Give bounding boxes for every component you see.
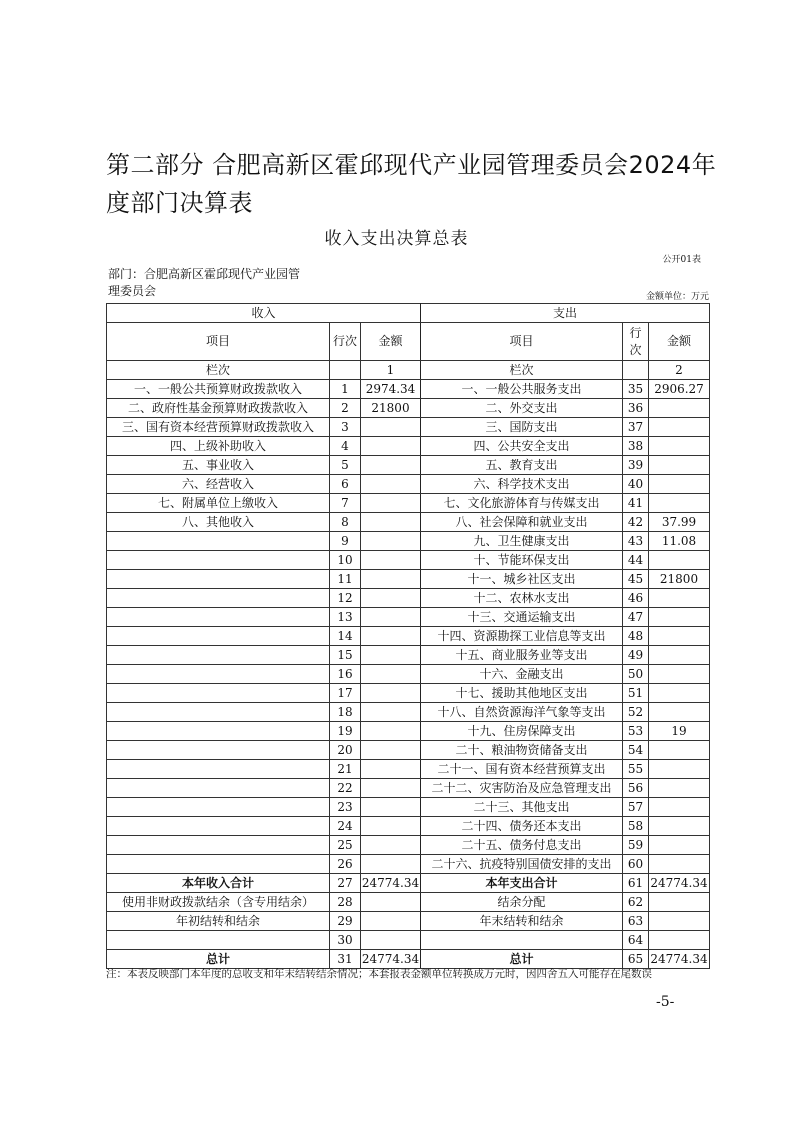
expense-amount [649, 627, 710, 646]
expense-item: 七、文化旅游体育与传媒支出 [421, 494, 623, 513]
form-number: 公开01表 [662, 255, 701, 265]
income-line-no: 17 [330, 684, 361, 703]
expense-item: 十九、住房保障支出 [421, 722, 623, 741]
expense-item: 本年支出合计 [421, 874, 623, 893]
expense-line-no: 37 [623, 418, 649, 437]
income-line-no: 29 [330, 912, 361, 931]
income-line-no: 13 [330, 608, 361, 627]
expense-item: 十一、城乡社区支出 [421, 570, 623, 589]
income-item [107, 589, 330, 608]
income-item: 八、其他收入 [107, 513, 330, 532]
expense-amount: 2906.27 [649, 380, 710, 399]
table-row [107, 779, 710, 798]
expense-line-no: 38 [623, 437, 649, 456]
expense-amount: 21800 [649, 570, 710, 589]
table-row [107, 608, 710, 627]
expense-line-no: 65 [623, 950, 649, 969]
expense-line-no: 60 [623, 855, 649, 874]
expense-item: 四、公共安全支出 [421, 437, 623, 456]
expense-item: 九、卫生健康支出 [421, 532, 623, 551]
expense-line-no: 35 [623, 380, 649, 399]
income-line-no: 19 [330, 722, 361, 741]
income-line-no: 16 [330, 665, 361, 684]
expense-item: 五、教育支出 [421, 456, 623, 475]
expense-amount [649, 703, 710, 722]
expense-line-no: 40 [623, 475, 649, 494]
expense-amount [649, 665, 710, 684]
income-amount [361, 893, 421, 912]
income-item [107, 817, 330, 836]
income-item: 七、附属单位上缴收入 [107, 494, 330, 513]
expense-line-no: 41 [623, 494, 649, 513]
expense-line-header [623, 323, 649, 361]
expense-line-no: 61 [623, 874, 649, 893]
expense-line-no: 44 [623, 551, 649, 570]
income-item [107, 741, 330, 760]
table-row [107, 380, 710, 399]
summary-row [107, 912, 710, 931]
income-amount [361, 456, 421, 475]
income-item [107, 570, 330, 589]
income-col-number: 1 [361, 361, 421, 380]
expense-amount [649, 741, 710, 760]
expense-line-header-text: 行 次 [629, 325, 642, 357]
expense-line-no: 63 [623, 912, 649, 931]
expense-item: 二、外交支出 [421, 399, 623, 418]
expense-line-no: 59 [623, 836, 649, 855]
expense-item: 十五、商业服务业等支出 [421, 646, 623, 665]
income-line-no: 12 [330, 589, 361, 608]
income-line-no: 15 [330, 646, 361, 665]
expense-amount: 24774.34 [649, 874, 710, 893]
table-row [107, 646, 710, 665]
summary-row [107, 874, 710, 893]
expense-line-no: 57 [623, 798, 649, 817]
table-row [107, 570, 710, 589]
summary-row [107, 893, 710, 912]
income-amount [361, 627, 421, 646]
income-line-no: 24 [330, 817, 361, 836]
expense-amount [649, 437, 710, 456]
expense-item: 十、节能环保支出 [421, 551, 623, 570]
income-line-no: 20 [330, 741, 361, 760]
income-amount [361, 779, 421, 798]
table-row [107, 703, 710, 722]
expense-amount-header: 金额 [649, 323, 710, 361]
income-amount [361, 494, 421, 513]
income-amount [361, 684, 421, 703]
expense-amount [649, 836, 710, 855]
expense-amount: 19 [649, 722, 710, 741]
income-item: 三、国有资本经营预算财政拨款收入 [107, 418, 330, 437]
expense-amount [649, 608, 710, 627]
footnote: 注：本表反映部门本年度的总收支和年末结转结余情况；本套报表金额单位转换成万元时，因四舍五入可能存在尾数误 [106, 968, 652, 980]
expense-line-no: 48 [623, 627, 649, 646]
income-line-no: 10 [330, 551, 361, 570]
income-line-no: 31 [330, 950, 361, 969]
income-amount [361, 836, 421, 855]
expense-amount: 11.08 [649, 532, 710, 551]
income-line-no: 7 [330, 494, 361, 513]
expense-item: 二十六、抗疫特别国债安排的支出 [421, 855, 623, 874]
table-row [107, 475, 710, 494]
expense-amount [649, 551, 710, 570]
income-amount [361, 418, 421, 437]
income-item: 六、经营收入 [107, 475, 330, 494]
expense-line-blank [623, 361, 649, 380]
column-header-row [107, 323, 710, 361]
expense-item: 十八、自然资源海洋气象等支出 [421, 703, 623, 722]
income-item [107, 703, 330, 722]
table-row [107, 494, 710, 513]
income-amount [361, 760, 421, 779]
table-row [107, 798, 710, 817]
income-item-header: 项目 [107, 323, 330, 361]
expense-amount [649, 494, 710, 513]
income-item [107, 855, 330, 874]
income-item [107, 684, 330, 703]
income-item: 五、事业收入 [107, 456, 330, 475]
expense-line-no: 56 [623, 779, 649, 798]
table-row [107, 722, 710, 741]
income-line-no: 25 [330, 836, 361, 855]
expense-line-no: 54 [623, 741, 649, 760]
expense-line-no: 45 [623, 570, 649, 589]
expense-item: 结余分配 [421, 893, 623, 912]
income-line-no: 27 [330, 874, 361, 893]
table-row [107, 741, 710, 760]
department-line-1: 部门：合肥高新区霍邱现代产业园管 [108, 267, 301, 281]
amount-unit: 金额单位：万元 [645, 292, 709, 302]
expense-item: 二十一、国有资本经营预算支出 [421, 760, 623, 779]
expense-line-no: 53 [623, 722, 649, 741]
expense-item: 十二、农林水支出 [421, 589, 623, 608]
table-row [107, 855, 710, 874]
expense-line-no: 36 [623, 399, 649, 418]
expense-line-no: 51 [623, 684, 649, 703]
expense-line-no: 42 [623, 513, 649, 532]
expense-amount [649, 779, 710, 798]
income-amount [361, 589, 421, 608]
income-amount [361, 437, 421, 456]
income-line-no: 5 [330, 456, 361, 475]
income-amount [361, 570, 421, 589]
table-row [107, 551, 710, 570]
income-line-no: 14 [330, 627, 361, 646]
income-line-no: 4 [330, 437, 361, 456]
income-item: 年初结转和结余 [107, 912, 330, 931]
expense-line-no: 58 [623, 817, 649, 836]
income-amount [361, 646, 421, 665]
income-amount [361, 912, 421, 931]
expense-item: 十七、援助其他地区支出 [421, 684, 623, 703]
income-item: 使用非财政拨款结余（含专用结余） [107, 893, 330, 912]
income-item [107, 931, 330, 950]
income-line-no: 2 [330, 399, 361, 418]
table-row [107, 817, 710, 836]
table-row [107, 532, 710, 551]
income-amount [361, 741, 421, 760]
table-title: 收入支出决算总表 [324, 229, 469, 249]
expense-item [421, 931, 623, 950]
income-item [107, 722, 330, 741]
expense-item: 二十二、灾害防治及应急管理支出 [421, 779, 623, 798]
expense-amount: 24774.34 [649, 950, 710, 969]
income-amount: 24774.34 [361, 874, 421, 893]
income-item [107, 798, 330, 817]
income-item: 一、一般公共预算财政拨款收入 [107, 380, 330, 399]
table-row [107, 589, 710, 608]
income-amount [361, 722, 421, 741]
expense-item: 三、国防支出 [421, 418, 623, 437]
expense-item: 二十、粮油物资储备支出 [421, 741, 623, 760]
expense-item: 二十四、债务还本支出 [421, 817, 623, 836]
table-row [107, 513, 710, 532]
income-item [107, 627, 330, 646]
income-line-no: 22 [330, 779, 361, 798]
income-item: 四、上级补助收入 [107, 437, 330, 456]
document-title: 第二部分 合肥高新区霍邱现代产业园管理委员会2024年度部门决算表 [106, 151, 717, 217]
income-item [107, 551, 330, 570]
income-amount: 2974.34 [361, 380, 421, 399]
expense-amount [649, 798, 710, 817]
income-amount-header: 金额 [361, 323, 421, 361]
expense-item: 二十五、债务付息支出 [421, 836, 623, 855]
expense-line-no: 52 [623, 703, 649, 722]
income-item: 总计 [107, 950, 330, 969]
expense-amount: 37.99 [649, 513, 710, 532]
income-line-no: 1 [330, 380, 361, 399]
expense-amount [649, 456, 710, 475]
expense-line-no: 46 [623, 589, 649, 608]
expense-line-no: 39 [623, 456, 649, 475]
income-amount [361, 551, 421, 570]
expense-item: 年末结转和结余 [421, 912, 623, 931]
income-item: 本年收入合计 [107, 874, 330, 893]
income-item [107, 646, 330, 665]
column-number-row [107, 361, 710, 380]
expense-amount [649, 399, 710, 418]
expense-line-no: 64 [623, 931, 649, 950]
income-amount [361, 817, 421, 836]
income-line-no: 30 [330, 931, 361, 950]
income-amount [361, 931, 421, 950]
expense-item: 十三、交通运输支出 [421, 608, 623, 627]
income-amount: 24774.34 [361, 950, 421, 969]
income-header: 收入 [107, 304, 421, 323]
income-line-blank [330, 361, 361, 380]
expense-line-no: 55 [623, 760, 649, 779]
expense-item-header: 项目 [421, 323, 623, 361]
table-row [107, 836, 710, 855]
expense-amount [649, 646, 710, 665]
expense-line-no: 62 [623, 893, 649, 912]
income-line-header: 行次 [330, 323, 361, 361]
table-row [107, 760, 710, 779]
income-line-no: 23 [330, 798, 361, 817]
expense-amount [649, 760, 710, 779]
income-line-no: 26 [330, 855, 361, 874]
department-label [108, 266, 348, 300]
income-item: 二、政府性基金预算财政拨款收入 [107, 399, 330, 418]
expense-amount [649, 893, 710, 912]
expense-amount [649, 684, 710, 703]
table-row [107, 665, 710, 684]
summary-row [107, 931, 710, 950]
income-item [107, 760, 330, 779]
income-line-no: 3 [330, 418, 361, 437]
table-row [107, 627, 710, 646]
income-row-label: 栏次 [107, 361, 330, 380]
expense-item: 十四、资源勘探工业信息等支出 [421, 627, 623, 646]
expense-amount [649, 855, 710, 874]
expense-amount [649, 418, 710, 437]
table-row [107, 684, 710, 703]
income-line-no: 8 [330, 513, 361, 532]
page-number: -5- [656, 994, 675, 1010]
table-row [107, 418, 710, 437]
expense-item: 二十三、其他支出 [421, 798, 623, 817]
expense-line-no: 50 [623, 665, 649, 684]
table-row [107, 437, 710, 456]
section-header-row [107, 304, 710, 323]
income-amount: 21800 [361, 399, 421, 418]
income-item [107, 836, 330, 855]
expense-amount [649, 589, 710, 608]
department-line-2: 理委员会 [108, 284, 157, 298]
income-line-no: 9 [330, 532, 361, 551]
expense-amount [649, 931, 710, 950]
expense-item: 六、科学技术支出 [421, 475, 623, 494]
income-item [107, 532, 330, 551]
income-item [107, 665, 330, 684]
expense-line-no: 47 [623, 608, 649, 627]
expense-header: 支出 [421, 304, 710, 323]
expense-item: 总计 [421, 950, 623, 969]
expense-item: 一、一般公共服务支出 [421, 380, 623, 399]
income-amount [361, 532, 421, 551]
table-row [107, 399, 710, 418]
income-line-no: 11 [330, 570, 361, 589]
income-amount [361, 665, 421, 684]
income-item [107, 608, 330, 627]
expense-row-label: 栏次 [421, 361, 623, 380]
expense-line-no: 43 [623, 532, 649, 551]
expense-col-number: 2 [649, 361, 710, 380]
income-amount [361, 855, 421, 874]
income-expense-table [106, 303, 710, 969]
expense-amount [649, 817, 710, 836]
income-amount [361, 475, 421, 494]
income-line-no: 18 [330, 703, 361, 722]
income-line-no: 6 [330, 475, 361, 494]
income-line-no: 21 [330, 760, 361, 779]
expense-line-no: 49 [623, 646, 649, 665]
expense-item: 八、社会保障和就业支出 [421, 513, 623, 532]
income-amount [361, 703, 421, 722]
income-amount [361, 608, 421, 627]
income-amount [361, 798, 421, 817]
income-amount [361, 513, 421, 532]
table-row [107, 456, 710, 475]
expense-item: 十六、金融支出 [421, 665, 623, 684]
income-line-no: 28 [330, 893, 361, 912]
expense-amount [649, 912, 710, 931]
income-item [107, 779, 330, 798]
expense-amount [649, 475, 710, 494]
